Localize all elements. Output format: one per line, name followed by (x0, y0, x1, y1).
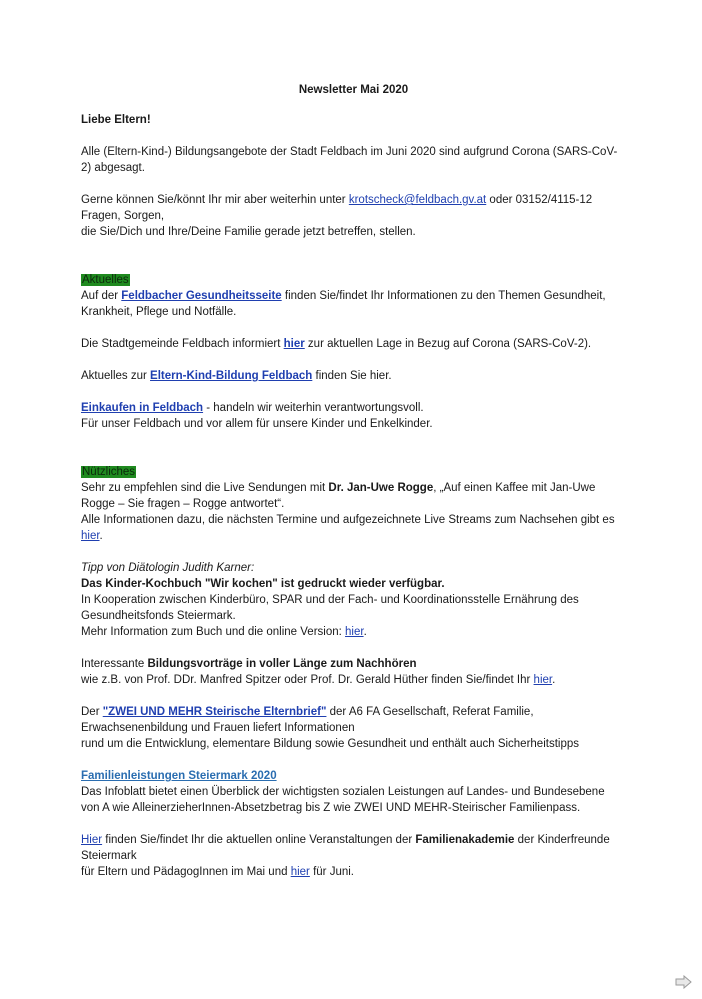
familienleistungen-paragraph: Familienleistungen Steiermark 2020 Das Infoblatt bietet einen Überblick der wichtigsten sozialen Leistungen auf Landes- und Bundesebene von A wie AlleinerzieherInnen-Absetzbetrag bis Z wie ZWEI UND MEHR-Steirischer Familienpass. (81, 770, 605, 814)
elternbrief-link[interactable]: "ZWEI UND MEHR Steirische Elternbrief" (102, 706, 327, 718)
aktuelles-section (81, 272, 626, 432)
familienakademie-hier-link[interactable]: Hier (81, 834, 103, 846)
page-title: Newsletter Mai 2020 (298, 84, 409, 96)
nuetzliches-heading: Nützliches (82, 466, 136, 478)
eltern-kind-paragraph: Aktuelles zur Eltern-Kind-Bildung Feldbach finden Sie hier. (81, 370, 392, 382)
elternbrief-paragraph: Der "ZWEI UND MEHR Steirische Elternbrief" der A6 FA Gesellschaft, Referat Familie, Erwachsenenbildung und Frauen liefert Informationen rund um die Entwicklung, elementare Bildung sowie Gesundheit und enthält auch Sicherheitstipps (81, 706, 579, 750)
newsletter-document (81, 82, 626, 896)
rogge-hier-link[interactable]: hier (81, 530, 100, 542)
next-page-arrow-icon[interactable] (675, 975, 693, 989)
familienakademie-paragraph: Hier finden Sie/findet Ihr die aktuellen online Veranstaltungen der Familienakademie der Kinderfreunde Steiermark für Eltern und PädagogInnen im Mai und hier für Juni. (81, 834, 610, 878)
eltern-kind-bildung-link[interactable]: Eltern-Kind-Bildung Feldbach (150, 370, 313, 382)
corona-paragraph: Die Stadtgemeinde Feldbach informiert hier zur aktuellen Lage in Bezug auf Corona (SARS-CoV-2). (81, 338, 592, 350)
einkaufen-link[interactable]: Einkaufen in Feldbach (81, 402, 204, 414)
greeting: Liebe Eltern! (81, 114, 151, 126)
arrow-right-icon (675, 975, 693, 989)
einkaufen-paragraph: Einkaufen in Feldbach - handeln wir weiterhin verantwortungsvoll. Für unser Feldbach und vor allem für unsere Kinder und Enkelkinder. (81, 402, 433, 430)
email-link[interactable]: krotscheck@feldbach.gv.at (348, 194, 487, 206)
juni-hier-link[interactable]: hier (290, 866, 310, 878)
bildungsvortraege-paragraph: Interessante Bildungsvorträge in voller Länge zum Nachhören wie z.B. von Prof. DDr. Manfred Spitzer oder Prof. Dr. Gerald Hüther finden Sie/findet Ihr hier. (81, 658, 556, 686)
intro-paragraph: Alle (Eltern-Kind-) Bildungsangebote der Stadt Feldbach im Juni 2020 sind aufgrund Corona (SARS-CoV-2) abgesagt. (81, 146, 618, 174)
contact-paragraph: Gerne können Sie/könnt Ihr mir aber weiterhin unter krotscheck@feldbach.gv.at oder 03152/4115-12 Fragen, Sorgen, die Sie/Dich und Ihre/Deine Familie gerade jetzt betreffen, stellen. (81, 194, 593, 238)
vortraege-hier-link[interactable]: hier (533, 674, 553, 686)
rogge-paragraph: Sehr zu empfehlen sind die Live Sendungen mit Dr. Jan-Uwe Rogge, „Auf einen Kaffee mit Jan-Uwe Rogge – Sie fragen – Rogge antwortet“. Alle Informationen dazu, die nächsten Termine und aufgezeichnete Live Streams zum Nachsehen gibt es hier. (81, 482, 615, 542)
gesundheitsseite-link[interactable]: Feldbacher Gesundheitsseite (121, 290, 282, 302)
familienleistungen-link[interactable]: Familienleistungen Steiermark 2020 (81, 770, 277, 782)
corona-hier-link[interactable]: hier (283, 338, 305, 350)
aktuelles-heading: Aktuelles (82, 274, 129, 286)
kochbuch-hier-link[interactable]: hier (345, 626, 364, 638)
kochbuch-paragraph: Tipp von Diätologin Judith Karner: Das Kinder-Kochbuch "Wir kochen" ist gedruckt wieder verfügbar. In Kooperation zwischen Kinderbüro, SPAR und der Fach- und Koordinationsstelle Ernährung des Gesundheitsfonds Steiermark. Mehr Information zum Buch und die online Version: hier. (81, 562, 579, 638)
gesundheit-paragraph: Auf der Feldbacher Gesundheitsseite finden Sie/findet Ihr Informationen zu den Themen Gesundheit, Krankheit, Pflege und Notfälle. (81, 290, 606, 318)
nuetzliches-section (81, 464, 626, 880)
